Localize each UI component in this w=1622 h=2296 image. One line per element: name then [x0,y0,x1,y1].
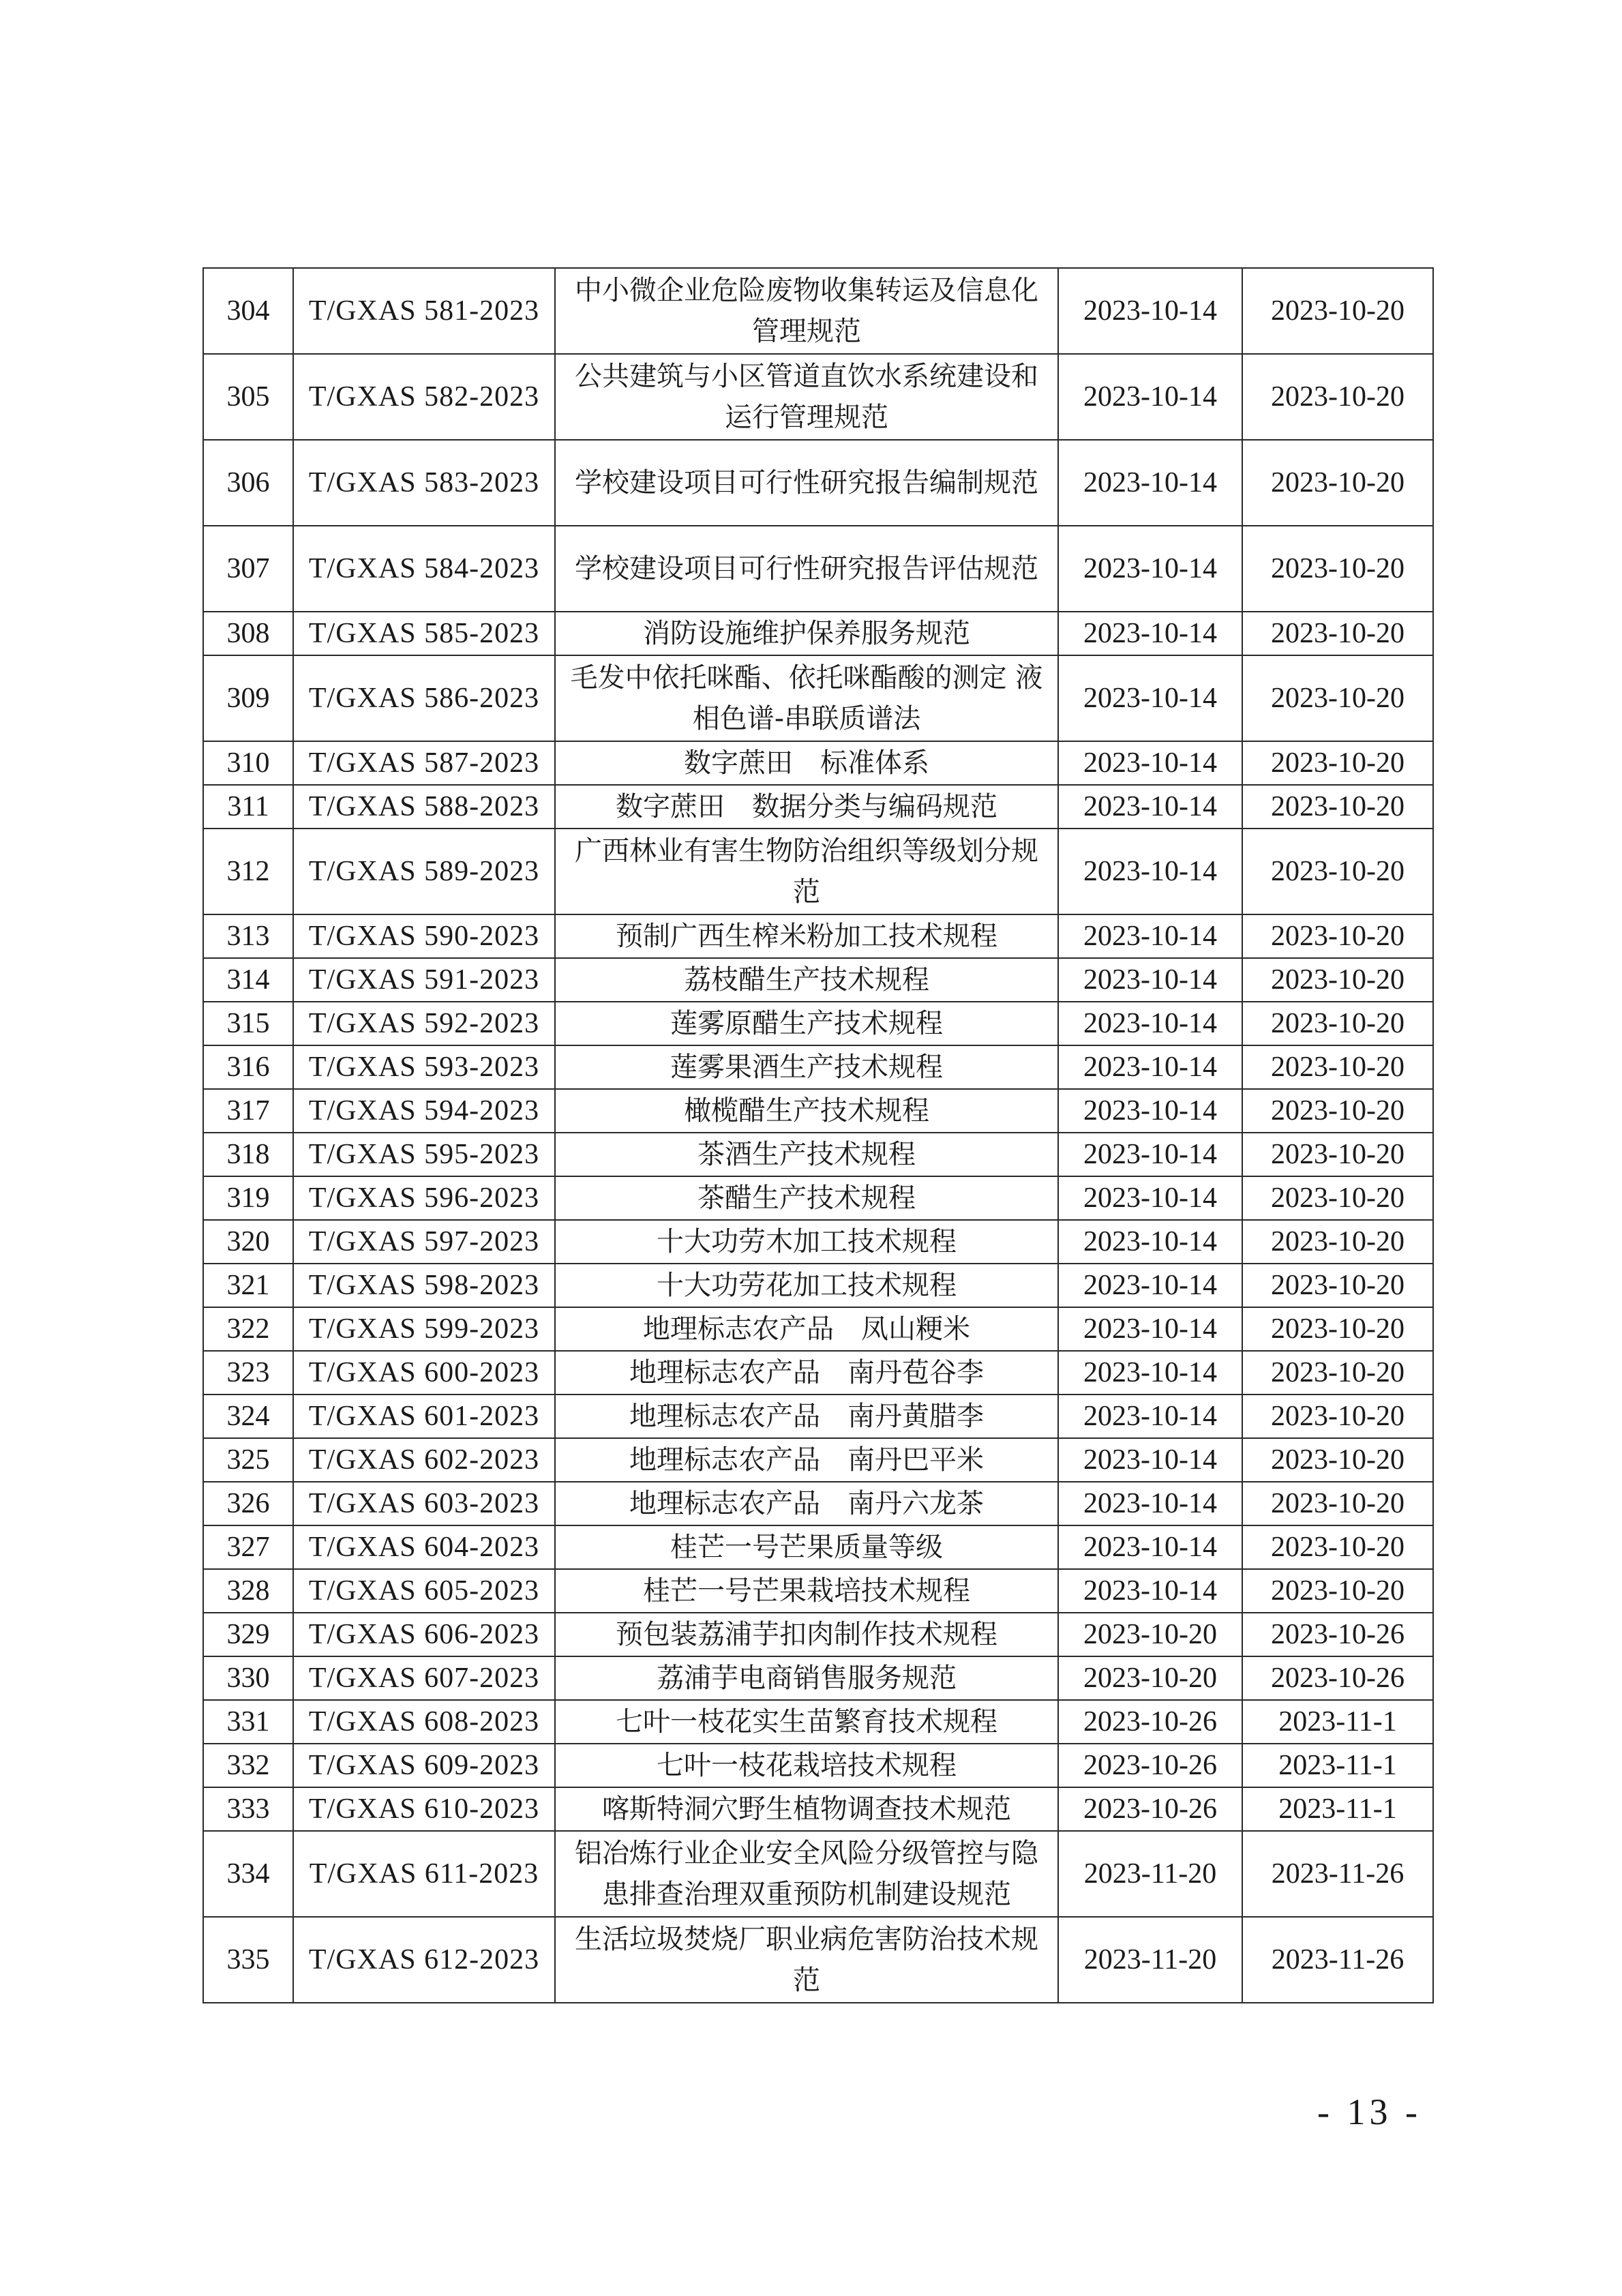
standard-name-cell: 数字蔗田 标准体系 [555,741,1058,785]
standard-name-cell: 数字蔗田 数据分类与编码规范 [555,785,1058,829]
publish-date-cell: 2023-10-20 [1058,1656,1242,1700]
effective-date-cell: 2023-10-20 [1242,1482,1433,1525]
effective-date-cell: 2023-10-26 [1242,1613,1433,1656]
standard-code-cell: T/GXAS 595-2023 [293,1133,555,1176]
effective-date-cell: 2023-10-20 [1242,1351,1433,1395]
table-row [203,914,1433,958]
publish-date-cell: 2023-10-14 [1058,1395,1242,1438]
table-row [203,440,1433,526]
row-number-cell: 320 [203,1220,293,1264]
row-number-cell: 326 [203,1482,293,1525]
row-number-cell: 331 [203,1700,293,1744]
table-row [203,1744,1433,1787]
standard-code-cell: T/GXAS 594-2023 [293,1089,555,1133]
row-number-cell: 328 [203,1569,293,1613]
standard-code-cell: T/GXAS 601-2023 [293,1395,555,1438]
effective-date-cell: 2023-10-20 [1242,1220,1433,1264]
publish-date-cell: 2023-11-20 [1058,1917,1242,2003]
publish-date-cell: 2023-10-26 [1058,1744,1242,1787]
table-row [203,1264,1433,1307]
standard-code-cell: T/GXAS 593-2023 [293,1045,555,1089]
standard-code-cell: T/GXAS 607-2023 [293,1656,555,1700]
publish-date-cell: 2023-10-14 [1058,1438,1242,1482]
standard-code-cell: T/GXAS 609-2023 [293,1744,555,1787]
publish-date-cell: 2023-10-14 [1058,958,1242,1002]
row-number-cell: 321 [203,1264,293,1307]
table-row [203,741,1433,785]
standard-name-cell: 广西林业有害生物防治组织等级划分规范 [555,829,1058,914]
standard-code-cell: T/GXAS 605-2023 [293,1569,555,1613]
standard-code-cell: T/GXAS 606-2023 [293,1613,555,1656]
standard-code-cell: T/GXAS 602-2023 [293,1438,555,1482]
standard-name-cell: 公共建筑与小区管道直饮水系统建设和运行管理规范 [555,354,1058,440]
publish-date-cell: 2023-10-14 [1058,1176,1242,1220]
row-number-cell: 324 [203,1395,293,1438]
standard-name-cell: 生活垃圾焚烧厂职业病危害防治技术规范 [555,1917,1058,2003]
row-number-cell: 316 [203,1045,293,1089]
effective-date-cell: 2023-10-20 [1242,1089,1433,1133]
row-number-cell: 306 [203,440,293,526]
row-number-cell: 330 [203,1656,293,1700]
table-row [203,354,1433,440]
standard-code-cell: T/GXAS 600-2023 [293,1351,555,1395]
standards-table [202,267,1434,2003]
effective-date-cell: 2023-10-20 [1242,914,1433,958]
effective-date-cell: 2023-10-20 [1242,829,1433,914]
standard-name-cell: 七叶一枝花实生苗繁育技术规程 [555,1700,1058,1744]
row-number-cell: 319 [203,1176,293,1220]
row-number-cell: 304 [203,268,293,354]
standard-name-cell: 喀斯特洞穴野生植物调查技术规范 [555,1787,1058,1831]
table-row [203,612,1433,655]
effective-date-cell: 2023-10-20 [1242,1045,1433,1089]
standard-name-cell: 桂芒一号芒果质量等级 [555,1525,1058,1569]
standard-code-cell: T/GXAS 596-2023 [293,1176,555,1220]
table-row [203,785,1433,829]
publish-date-cell: 2023-11-20 [1058,1831,1242,1917]
publish-date-cell: 2023-10-14 [1058,1045,1242,1089]
effective-date-cell: 2023-10-20 [1242,655,1433,741]
standard-name-cell: 桂芒一号芒果栽培技术规程 [555,1569,1058,1613]
table-row [203,1307,1433,1351]
effective-date-cell: 2023-10-20 [1242,1395,1433,1438]
standard-name-cell: 七叶一枝花栽培技术规程 [555,1744,1058,1787]
standard-name-cell: 地理标志农产品 南丹巴平米 [555,1438,1058,1482]
row-number-cell: 310 [203,741,293,785]
row-number-cell: 332 [203,1744,293,1787]
table-row [203,1133,1433,1176]
row-number-cell: 312 [203,829,293,914]
standard-code-cell: T/GXAS 590-2023 [293,914,555,958]
publish-date-cell: 2023-10-14 [1058,1089,1242,1133]
table-row [203,958,1433,1002]
table-row [203,1089,1433,1133]
table-row [203,829,1433,914]
row-number-cell: 308 [203,612,293,655]
standard-code-cell: T/GXAS 586-2023 [293,655,555,741]
effective-date-cell: 2023-10-20 [1242,440,1433,526]
standard-name-cell: 预包装荔浦芋扣肉制作技术规程 [555,1613,1058,1656]
effective-date-cell: 2023-11-1 [1242,1700,1433,1744]
standard-name-cell: 十大功劳花加工技术规程 [555,1264,1058,1307]
standard-name-cell: 茶酒生产技术规程 [555,1133,1058,1176]
row-number-cell: 313 [203,914,293,958]
publish-date-cell: 2023-10-14 [1058,1307,1242,1351]
table-row [203,1613,1433,1656]
page-number: - 13 - [1317,2091,1422,2132]
row-number-cell: 325 [203,1438,293,1482]
standard-name-cell: 毛发中依托咪酯、依托咪酯酸的测定 液相色谱-串联质谱法 [555,655,1058,741]
standard-name-cell: 预制广西生榨米粉加工技术规程 [555,914,1058,958]
standard-name-cell: 荔枝醋生产技术规程 [555,958,1058,1002]
table-row [203,1831,1433,1917]
effective-date-cell: 2023-10-20 [1242,1569,1433,1613]
effective-date-cell: 2023-11-1 [1242,1744,1433,1787]
standard-name-cell: 铝冶炼行业企业安全风险分级管控与隐患排查治理双重预防机制建设规范 [555,1831,1058,1917]
publish-date-cell: 2023-10-14 [1058,1002,1242,1045]
effective-date-cell: 2023-10-20 [1242,741,1433,785]
standard-name-cell: 莲雾果酒生产技术规程 [555,1045,1058,1089]
standard-code-cell: T/GXAS 604-2023 [293,1525,555,1569]
effective-date-cell: 2023-10-20 [1242,958,1433,1002]
publish-date-cell: 2023-10-14 [1058,1569,1242,1613]
table-row [203,1045,1433,1089]
standard-name-cell: 地理标志农产品 南丹黄腊李 [555,1395,1058,1438]
standard-name-cell: 莲雾原醋生产技术规程 [555,1002,1058,1045]
standard-code-cell: T/GXAS 591-2023 [293,958,555,1002]
publish-date-cell: 2023-10-14 [1058,741,1242,785]
table-row [203,1787,1433,1831]
standard-code-cell: T/GXAS 597-2023 [293,1220,555,1264]
standard-name-cell: 地理标志农产品 南丹六龙茶 [555,1482,1058,1525]
publish-date-cell: 2023-10-14 [1058,785,1242,829]
publish-date-cell: 2023-10-14 [1058,1482,1242,1525]
row-number-cell: 314 [203,958,293,1002]
table-row [203,655,1433,741]
row-number-cell: 307 [203,526,293,612]
effective-date-cell: 2023-10-26 [1242,1656,1433,1700]
standard-code-cell: T/GXAS 588-2023 [293,785,555,829]
publish-date-cell: 2023-10-14 [1058,526,1242,612]
table-row [203,1569,1433,1613]
row-number-cell: 322 [203,1307,293,1351]
publish-date-cell: 2023-10-14 [1058,440,1242,526]
table-row [203,1351,1433,1395]
row-number-cell: 323 [203,1351,293,1395]
table-row [203,1482,1433,1525]
row-number-cell: 334 [203,1831,293,1917]
publish-date-cell: 2023-10-14 [1058,1133,1242,1176]
row-number-cell: 317 [203,1089,293,1133]
table-row [203,268,1433,354]
table-row [203,1438,1433,1482]
standard-code-cell: T/GXAS 587-2023 [293,741,555,785]
row-number-cell: 305 [203,354,293,440]
effective-date-cell: 2023-10-20 [1242,1264,1433,1307]
effective-date-cell: 2023-10-20 [1242,1133,1433,1176]
effective-date-cell: 2023-10-20 [1242,268,1433,354]
effective-date-cell: 2023-10-20 [1242,1438,1433,1482]
effective-date-cell: 2023-10-20 [1242,526,1433,612]
standard-code-cell: T/GXAS 585-2023 [293,612,555,655]
row-number-cell: 335 [203,1917,293,2003]
effective-date-cell: 2023-10-20 [1242,1176,1433,1220]
table-row [203,1700,1433,1744]
effective-date-cell: 2023-10-20 [1242,354,1433,440]
standard-code-cell: T/GXAS 589-2023 [293,829,555,914]
row-number-cell: 311 [203,785,293,829]
standard-code-cell: T/GXAS 610-2023 [293,1787,555,1831]
effective-date-cell: 2023-10-20 [1242,612,1433,655]
publish-date-cell: 2023-10-14 [1058,1351,1242,1395]
standard-code-cell: T/GXAS 603-2023 [293,1482,555,1525]
effective-date-cell: 2023-11-1 [1242,1787,1433,1831]
standard-name-cell: 学校建设项目可行性研究报告评估规范 [555,526,1058,612]
publish-date-cell: 2023-10-14 [1058,1525,1242,1569]
effective-date-cell: 2023-10-20 [1242,785,1433,829]
table-body [203,268,1433,2003]
publish-date-cell: 2023-10-14 [1058,1220,1242,1264]
table-row [203,1002,1433,1045]
table-row [203,1176,1433,1220]
standard-name-cell: 学校建设项目可行性研究报告编制规范 [555,440,1058,526]
publish-date-cell: 2023-10-14 [1058,1264,1242,1307]
row-number-cell: 315 [203,1002,293,1045]
standard-code-cell: T/GXAS 584-2023 [293,526,555,612]
standard-code-cell: T/GXAS 612-2023 [293,1917,555,2003]
table-row [203,1525,1433,1569]
standard-code-cell: T/GXAS 611-2023 [293,1831,555,1917]
publish-date-cell: 2023-10-14 [1058,268,1242,354]
standard-code-cell: T/GXAS 608-2023 [293,1700,555,1744]
standard-code-cell: T/GXAS 599-2023 [293,1307,555,1351]
standard-code-cell: T/GXAS 598-2023 [293,1264,555,1307]
row-number-cell: 329 [203,1613,293,1656]
effective-date-cell: 2023-10-20 [1242,1002,1433,1045]
publish-date-cell: 2023-10-20 [1058,1613,1242,1656]
publish-date-cell: 2023-10-14 [1058,829,1242,914]
standard-name-cell: 十大功劳木加工技术规程 [555,1220,1058,1264]
standard-name-cell: 中小微企业危险废物收集转运及信息化管理规范 [555,268,1058,354]
publish-date-cell: 2023-10-26 [1058,1787,1242,1831]
publish-date-cell: 2023-10-14 [1058,914,1242,958]
standard-code-cell: T/GXAS 582-2023 [293,354,555,440]
standard-name-cell: 茶醋生产技术规程 [555,1176,1058,1220]
table-row [203,1917,1433,2003]
standard-code-cell: T/GXAS 583-2023 [293,440,555,526]
effective-date-cell: 2023-10-20 [1242,1525,1433,1569]
table-row [203,526,1433,612]
row-number-cell: 318 [203,1133,293,1176]
standard-name-cell: 地理标志农产品 凤山粳米 [555,1307,1058,1351]
publish-date-cell: 2023-10-14 [1058,612,1242,655]
publish-date-cell: 2023-10-14 [1058,655,1242,741]
publish-date-cell: 2023-10-26 [1058,1700,1242,1744]
standard-name-cell: 荔浦芋电商销售服务规范 [555,1656,1058,1700]
table-row [203,1220,1433,1264]
effective-date-cell: 2023-11-26 [1242,1917,1433,2003]
standard-name-cell: 橄榄醋生产技术规程 [555,1089,1058,1133]
effective-date-cell: 2023-11-26 [1242,1831,1433,1917]
row-number-cell: 309 [203,655,293,741]
table-row [203,1656,1433,1700]
standard-code-cell: T/GXAS 581-2023 [293,268,555,354]
standard-code-cell: T/GXAS 592-2023 [293,1002,555,1045]
row-number-cell: 327 [203,1525,293,1569]
standard-name-cell: 地理标志农产品 南丹苞谷李 [555,1351,1058,1395]
standard-name-cell: 消防设施维护保养服务规范 [555,612,1058,655]
table-row [203,1395,1433,1438]
publish-date-cell: 2023-10-14 [1058,354,1242,440]
effective-date-cell: 2023-10-20 [1242,1307,1433,1351]
row-number-cell: 333 [203,1787,293,1831]
